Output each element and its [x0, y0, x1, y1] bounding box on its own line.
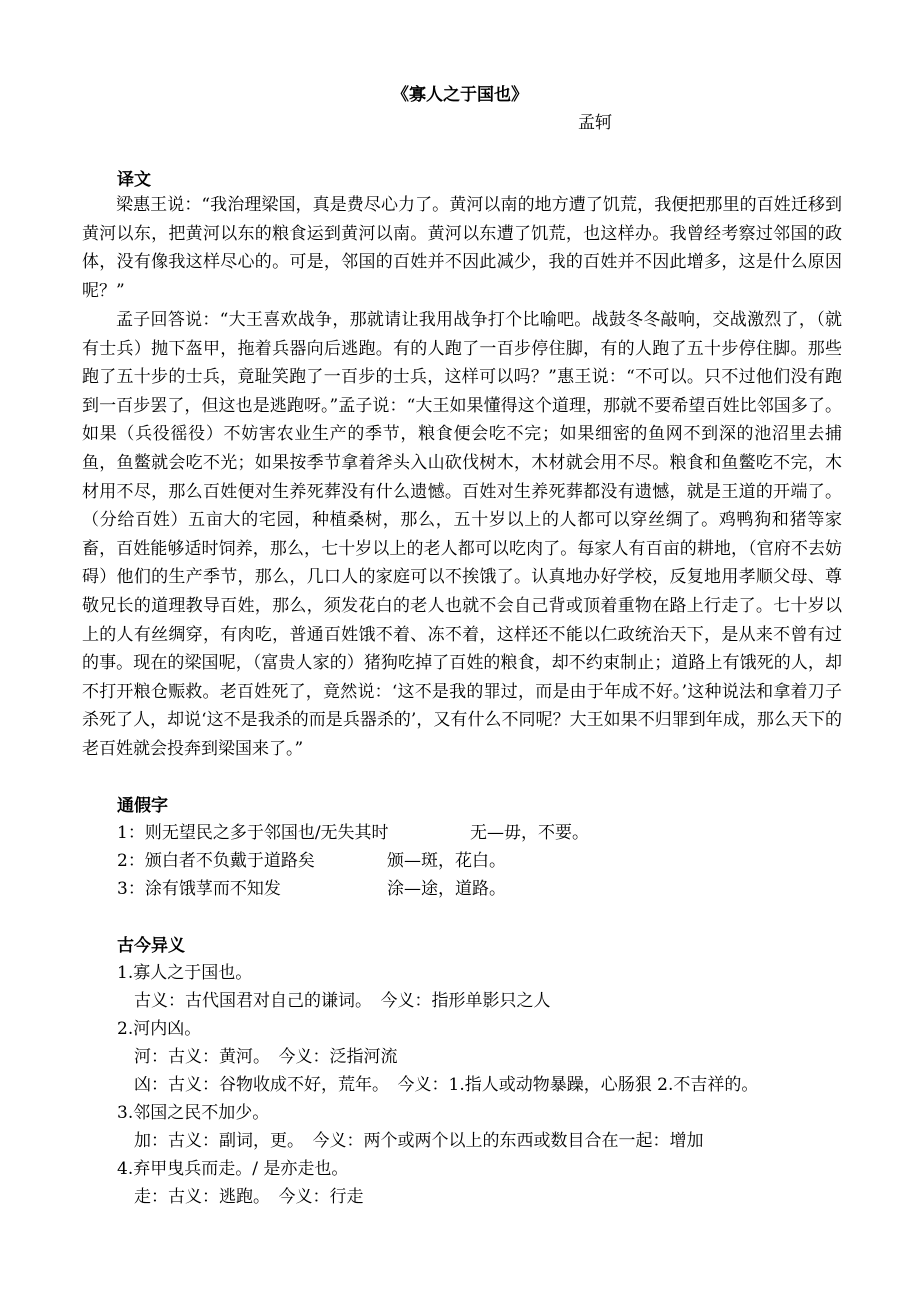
gujin-line-3: 2.河内凶。 — [117, 1019, 202, 1039]
tongjiazi-note-2: 颁—斑，花白。 — [387, 851, 506, 871]
tongjiazi-item-1: 1：则无望民之多于邻国也/无失其时 — [117, 823, 389, 843]
page-title: 《寡人之于国也》 — [392, 85, 528, 105]
translation-paragraph-1: 梁惠王说：“我治理梁国，真是费尽心力了。黄河以南的地方遭了饥荒，我便把那里的百姓迁移到黄河以东，把黄河以东的粮食运到黄河以南。黄河以东遭了饥荒，也这样办。我曾经考察过邻国的政体，没有像我这样尽心的。可是，邻国的百姓并不因此减少，我的百姓并不因此增多，这是什么原因呢？” — [82, 195, 842, 301]
gujin-heading: 古今异义 — [117, 936, 185, 956]
gujin-line-6: 3.邻国之民不加少。 — [117, 1103, 270, 1123]
translation-heading: 译文 — [117, 170, 151, 190]
gujin-line-8: 4.弃甲曳兵而走。/ 是亦走也。 — [117, 1159, 349, 1179]
tongjiazi-note-3: 涂—途，道路。 — [387, 879, 506, 899]
gujin-line-9: 走：古义：逃跑。 今义：行走 — [134, 1187, 364, 1207]
gujin-line-4: 河：古义：黄河。 今义：泛指河流 — [134, 1047, 398, 1067]
gujin-line-7: 加：古义：副词，更。 今义：两个或两个以上的东西或数目合在一起：增加 — [134, 1131, 704, 1151]
tongjiazi-item-2: 2：颁白者不负戴于道路矣 — [117, 851, 315, 871]
tongjiazi-heading: 通假字 — [117, 796, 168, 816]
gujin-line-1: 1.寡人之于国也。 — [117, 963, 253, 983]
tongjiazi-item-3: 3：涂有饿莩而不知发 — [117, 879, 281, 899]
gujin-line-5: 凶：古义：谷物收成不好，荒年。 今义：1.指人或动物暴躁，心肠狠 2.不吉祥的。 — [134, 1075, 759, 1095]
gujin-line-2: 古义：古代国君对自己的谦词。 今义：指形单影只之人 — [134, 991, 551, 1011]
translation-paragraph-2: 孟子回答说：“大王喜欢战争，那就请让我用战争打个比喻吧。战鼓冬冬敲响，交战激烈了，（就有士兵）抛下盔甲，拖着兵器向后逃跑。有的人跑了一百步停住脚，有的人跑了五十步停住脚。那些跑了五十步的士兵，竟耻笑跑了一百步的士兵，这样可以吗？”惠王说：“不可以。只不过他们没有跑到一百步罢了，但这也是逃跑呀。”孟子说：“大王如果懂得这个道理，那就不要希望百姓比邻国多了。如果（兵役徭役）不妨害农业生产的季节，粮食便会吃不完；如果细密的鱼网不到深的池沼里去捕鱼，鱼鳖就会吃不光；如果按季节拿着斧头入山砍伐树木，木材就会用不尽。粮食和鱼鳖吃不完，木材用不尽，那么百姓便对生养死葬没有什么遗憾。百姓对生养死葬都没有遗憾，就是王道的开端了。（分给百姓）五亩大的宅园，种植桑树，那么，五十岁以上的人都可以穿丝绸了。鸡鸭狗和猪等家畜，百姓能够适时饲养，那么，七十岁以上的老人都可以吃肉了。每家人有百亩的耕地，（官府不去妨碍）他们的生产季节，那么，几口人的家庭可以不挨饿了。认真地办好学校，反复地用孝顺父母、尊敬兄长的道理教导百姓，那么，须发花白的老人也就不会自己背或顶着重物在路上行走了。七十岁以上的人有丝绸穿，有肉吃，普通百姓饿不着、冻不着，这样还不能以仁政统治天下，是从来不曾有过的事。现在的梁国呢，（富贵人家的）猪狗吃掉了百姓的粮食，却不约束制止；道路上有饿死的人，却不打开粮仓赈救。老百姓死了，竟然说：‘这不是我的罪过，而是由于年成不好。’这种说法和拿着刀子杀死了人，却说‘这不是我杀的而是兵器杀的’，又有什么不同呢？大王如果不归罪到年成，那么天下的老百姓就会投奔到梁国来了。” — [82, 310, 842, 759]
author-name: 孟轲 — [578, 113, 612, 133]
tongjiazi-note-1: 无—毋，不要。 — [470, 823, 589, 843]
